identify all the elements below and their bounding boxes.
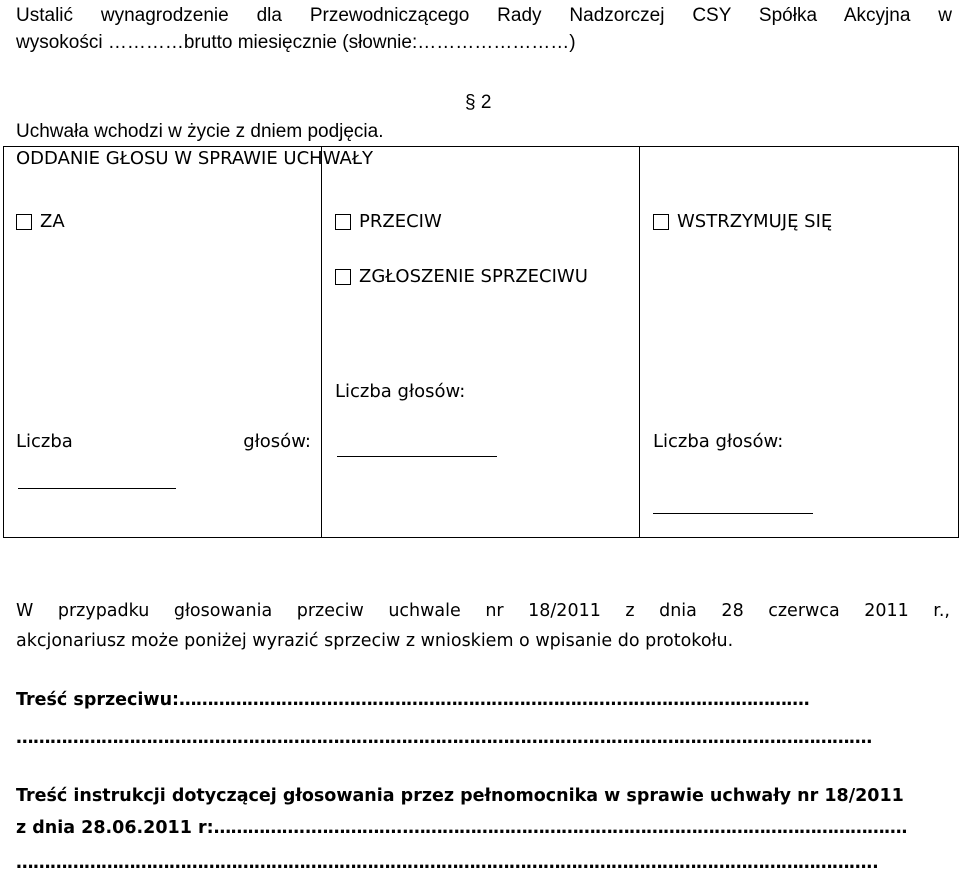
vote-option-against[interactable] [335,211,442,232]
vote-count-blank-for[interactable] [18,488,176,489]
vote-option-abstain[interactable] [653,211,832,232]
objection-dots-line-2[interactable]: ……………………………………………………………………………………………………………………………………. [16,728,873,748]
contest-line-1: W przypadku głosowania przeciw uchwale nr 18/2011 z dnia 28 czerwca 2011 r., [16,601,950,621]
column-divider [639,147,640,537]
vote-option-objection[interactable] [335,266,588,287]
resolution-text [16,2,952,56]
instruction-label: Treść instrukcji dotyczącej głosowania przez pełnomocnika w sprawie uchwały nr 18/2011 [16,786,904,806]
count-label-word: Liczba [16,431,73,452]
vote-count-label-against: Liczba głosów: [335,381,466,402]
objection-label: Treść sprzeciwu: [16,690,180,710]
objection-row [16,690,942,710]
contest-line-2: akcjonariusz może poniżej wyrazić sprzeciw z wnioskiem o wpisanie do protokołu. [16,631,734,651]
instruction-date: z dnia 28.06.2011 r: [16,818,214,838]
vote-count-label-for [16,431,311,452]
column-divider [321,147,322,537]
vote-count-blank-abstain[interactable] [653,513,813,514]
resolution-line-1: Ustalić wynagrodzenie dla Przewodniczącego Rady Nadzorczej CSY Spółka Akcyjna w [16,5,952,26]
vote-count-label-abstain: Liczba głosów: [653,431,784,452]
checkbox-objection[interactable] [335,269,351,285]
vote-option-objection-label: ZGŁOSZENIE SPRZECIWU [359,266,588,287]
vote-option-for-label: ZA [40,211,65,232]
checkbox-abstain[interactable] [653,214,669,230]
instruction-row [16,818,942,838]
contest-info [16,596,950,656]
instruction-dots[interactable]: ……………..……………..……………………………………………………………………………. [213,818,908,838]
effective-clause: Uchwała wchodzi w życie z dniem podjęcia. [16,121,384,142]
vote-option-for[interactable] [16,211,65,232]
section-number: § 2 [465,92,492,113]
vote-option-abstain-label: WSTRZYMUJĘ SIĘ [677,211,833,232]
objection-dots[interactable]: ……………………….………………………………………….……………………………. [179,690,810,710]
vote-count-blank-against[interactable] [337,456,497,457]
resolution-line-2: wysokości …………brutto miesięcznie (słownie:……………………) [16,32,576,53]
vote-option-against-label: PRZECIW [359,211,442,232]
checkbox-for[interactable] [16,214,32,230]
vote-table [3,146,959,538]
vote-header: ODDANIE GŁOSU W SPRAWIE UCHWAŁY [16,148,373,169]
instruction-dots-line-2[interactable]: …………………………………………………………………………………………………………………………………….. [16,853,879,873]
count-label-word: głosów: [243,431,311,452]
checkbox-against[interactable] [335,214,351,230]
